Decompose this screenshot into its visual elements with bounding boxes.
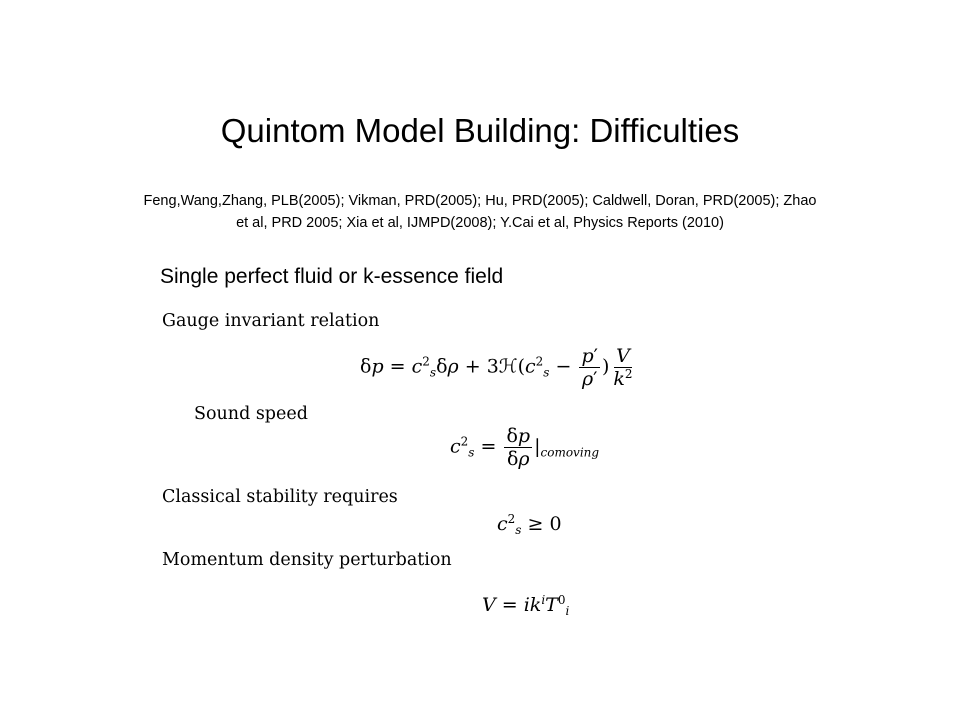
slide-subtitle: Single perfect fluid or k-essence field [160, 265, 504, 288]
references-line-1: Feng,Wang,Zhang, PLB(2005); Vikman, PRD(2005); Hu, PRD(2005); Caldwell, Doran, PRD(2005); Zhao [143, 193, 817, 209]
sound-speed-equation: $c^2_s$ = $\frac{\delta p}{\delta\rho}$ $|_{comoving}$ [450, 425, 600, 470]
references [100, 190, 860, 234]
slide-title: Quintom Model Building: Difficulties [220, 112, 740, 149]
classical-stability-label: Classical stability requires [162, 487, 398, 507]
momentum-density-equation: $V = ik^iT^0_i$ [482, 593, 570, 618]
references-line-2: et al, PRD 2005; Xia et al, IJMPD(2008); Y.Cai et al, Physics Reports (2010) [236, 215, 724, 231]
sound-speed-label: Sound speed [194, 404, 308, 424]
momentum-density-label: Momentum density perturbation [162, 550, 452, 570]
gauge-invariant-label: Gauge invariant relation [162, 311, 380, 331]
gauge-invariant-equation: $\delta p = c^2_s\delta\rho$ + $3ℋ(c^2_s$ − $\frac{p'}{\rho'}$ ) $\frac{V}{k^2}$ [360, 345, 633, 390]
stability-inequality: $c^2_s \ge 0$ [497, 512, 562, 537]
